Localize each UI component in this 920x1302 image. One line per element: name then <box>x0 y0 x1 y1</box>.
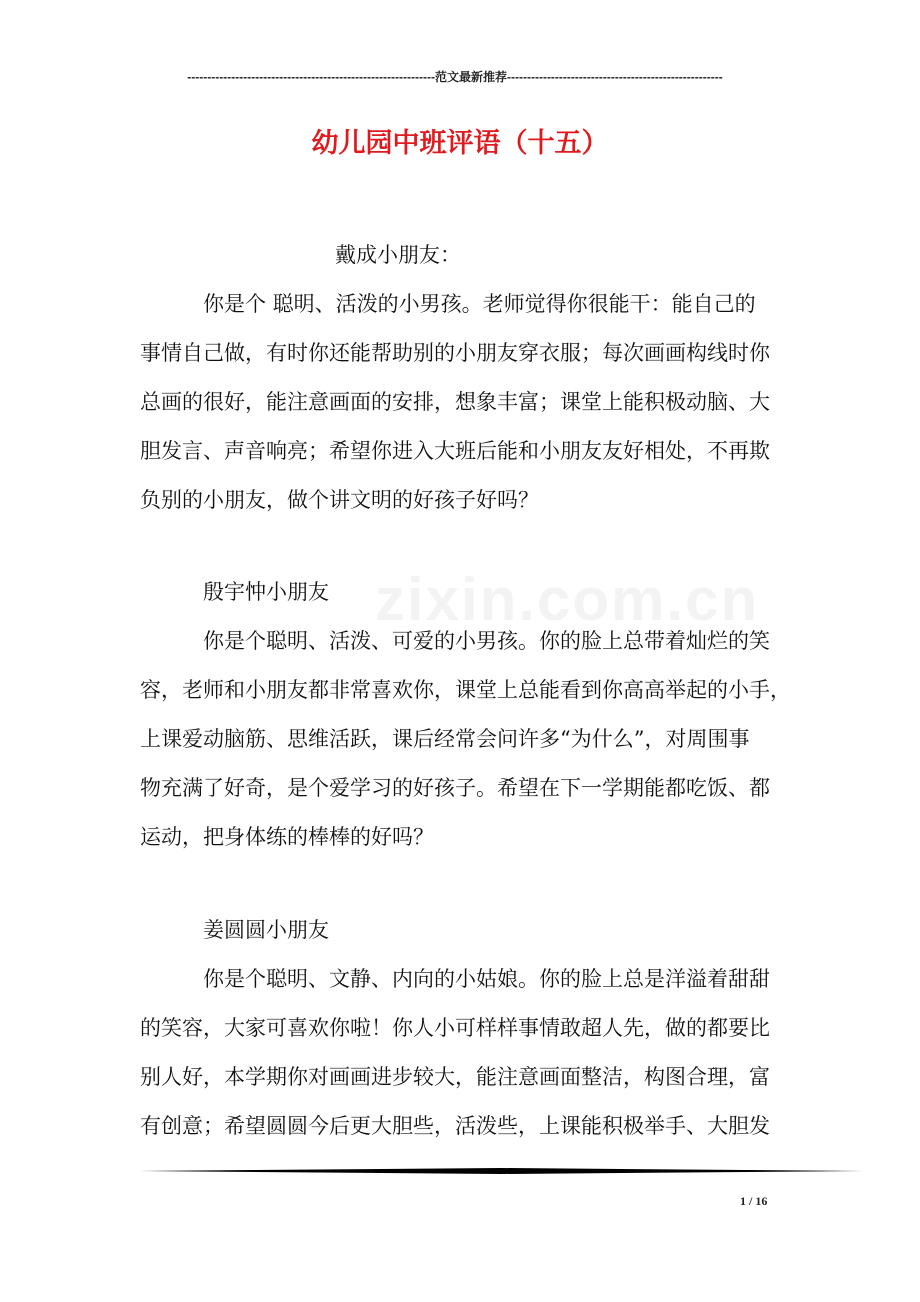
paragraph-line: 事情自己做，有时你还能帮助别的小朋友穿衣服；每次画画构线时你 <box>140 341 770 365</box>
paragraph-line: 有创意；希望圆圆今后更大胆些，活泼些，上课能积极举手、大胆发 <box>140 1114 770 1138</box>
section-greeting: 戴成小朋友： <box>335 243 461 267</box>
watermark: zixin.com.cn <box>375 566 760 633</box>
document-title: 幼儿园中班评语（十五） <box>311 128 609 159</box>
comment-section-2 <box>140 568 790 862</box>
paragraph-line: 负别的小朋友，做个讲文明的好孩子好吗？ <box>140 488 539 512</box>
paragraph-line: 你是个聪明、活泼、可爱的小男孩。你的脸上总带着灿烂的笑 <box>203 629 770 653</box>
comment-section-3 <box>140 906 790 1151</box>
paragraph-line: 你是个 聪明、活泼的小男孩。老师觉得你很能干：能自己的 <box>203 292 756 316</box>
section-greeting: 姜圆圆小朋友 <box>203 918 329 942</box>
page-number: 1 / 16 <box>740 1194 768 1208</box>
footer-rule <box>140 1168 863 1174</box>
paragraph-line: 的笑容，大家可喜欢你啦！你人小可样样事情敢超人先，做的都要比 <box>140 1016 770 1040</box>
paragraph-line: 你是个聪明、文静、内向的小姑娘。你的脸上总是洋溢着甜甜 <box>203 967 770 991</box>
paragraph-line: 物充满了好奇，是个爱学习的好孩子。希望在下一学期能都吃饭、都 <box>140 776 770 800</box>
section-greeting: 殷宇忡小朋友 <box>203 580 329 604</box>
paragraph-line: 胆发言、声音响亮；希望你进入大班后能和小朋友友好相处，不再欺 <box>140 439 770 463</box>
paragraph-line: 容，老师和小朋友都非常喜欢你，课堂上总能看到你高高举起的小手， <box>140 678 791 702</box>
paragraph-line: 运动，把身体练的棒棒的好吗？ <box>140 825 434 849</box>
header-banner: --------------------------------------------------------------范文最新推荐------------------------------------------------------ <box>187 70 723 84</box>
paragraph-line: 上课爱动脑筋、思维活跃，课后经常会问许多“为什么”，对周围事 <box>140 727 750 751</box>
paragraph-line: 总画的很好，能注意画面的安排，想象丰富；课堂上能积极动脑、大 <box>140 390 770 414</box>
comment-section-1 <box>140 231 790 525</box>
paragraph-line: 别人好，本学期你对画画进步较大，能注意画面整洁，构图合理，富 <box>140 1065 770 1089</box>
